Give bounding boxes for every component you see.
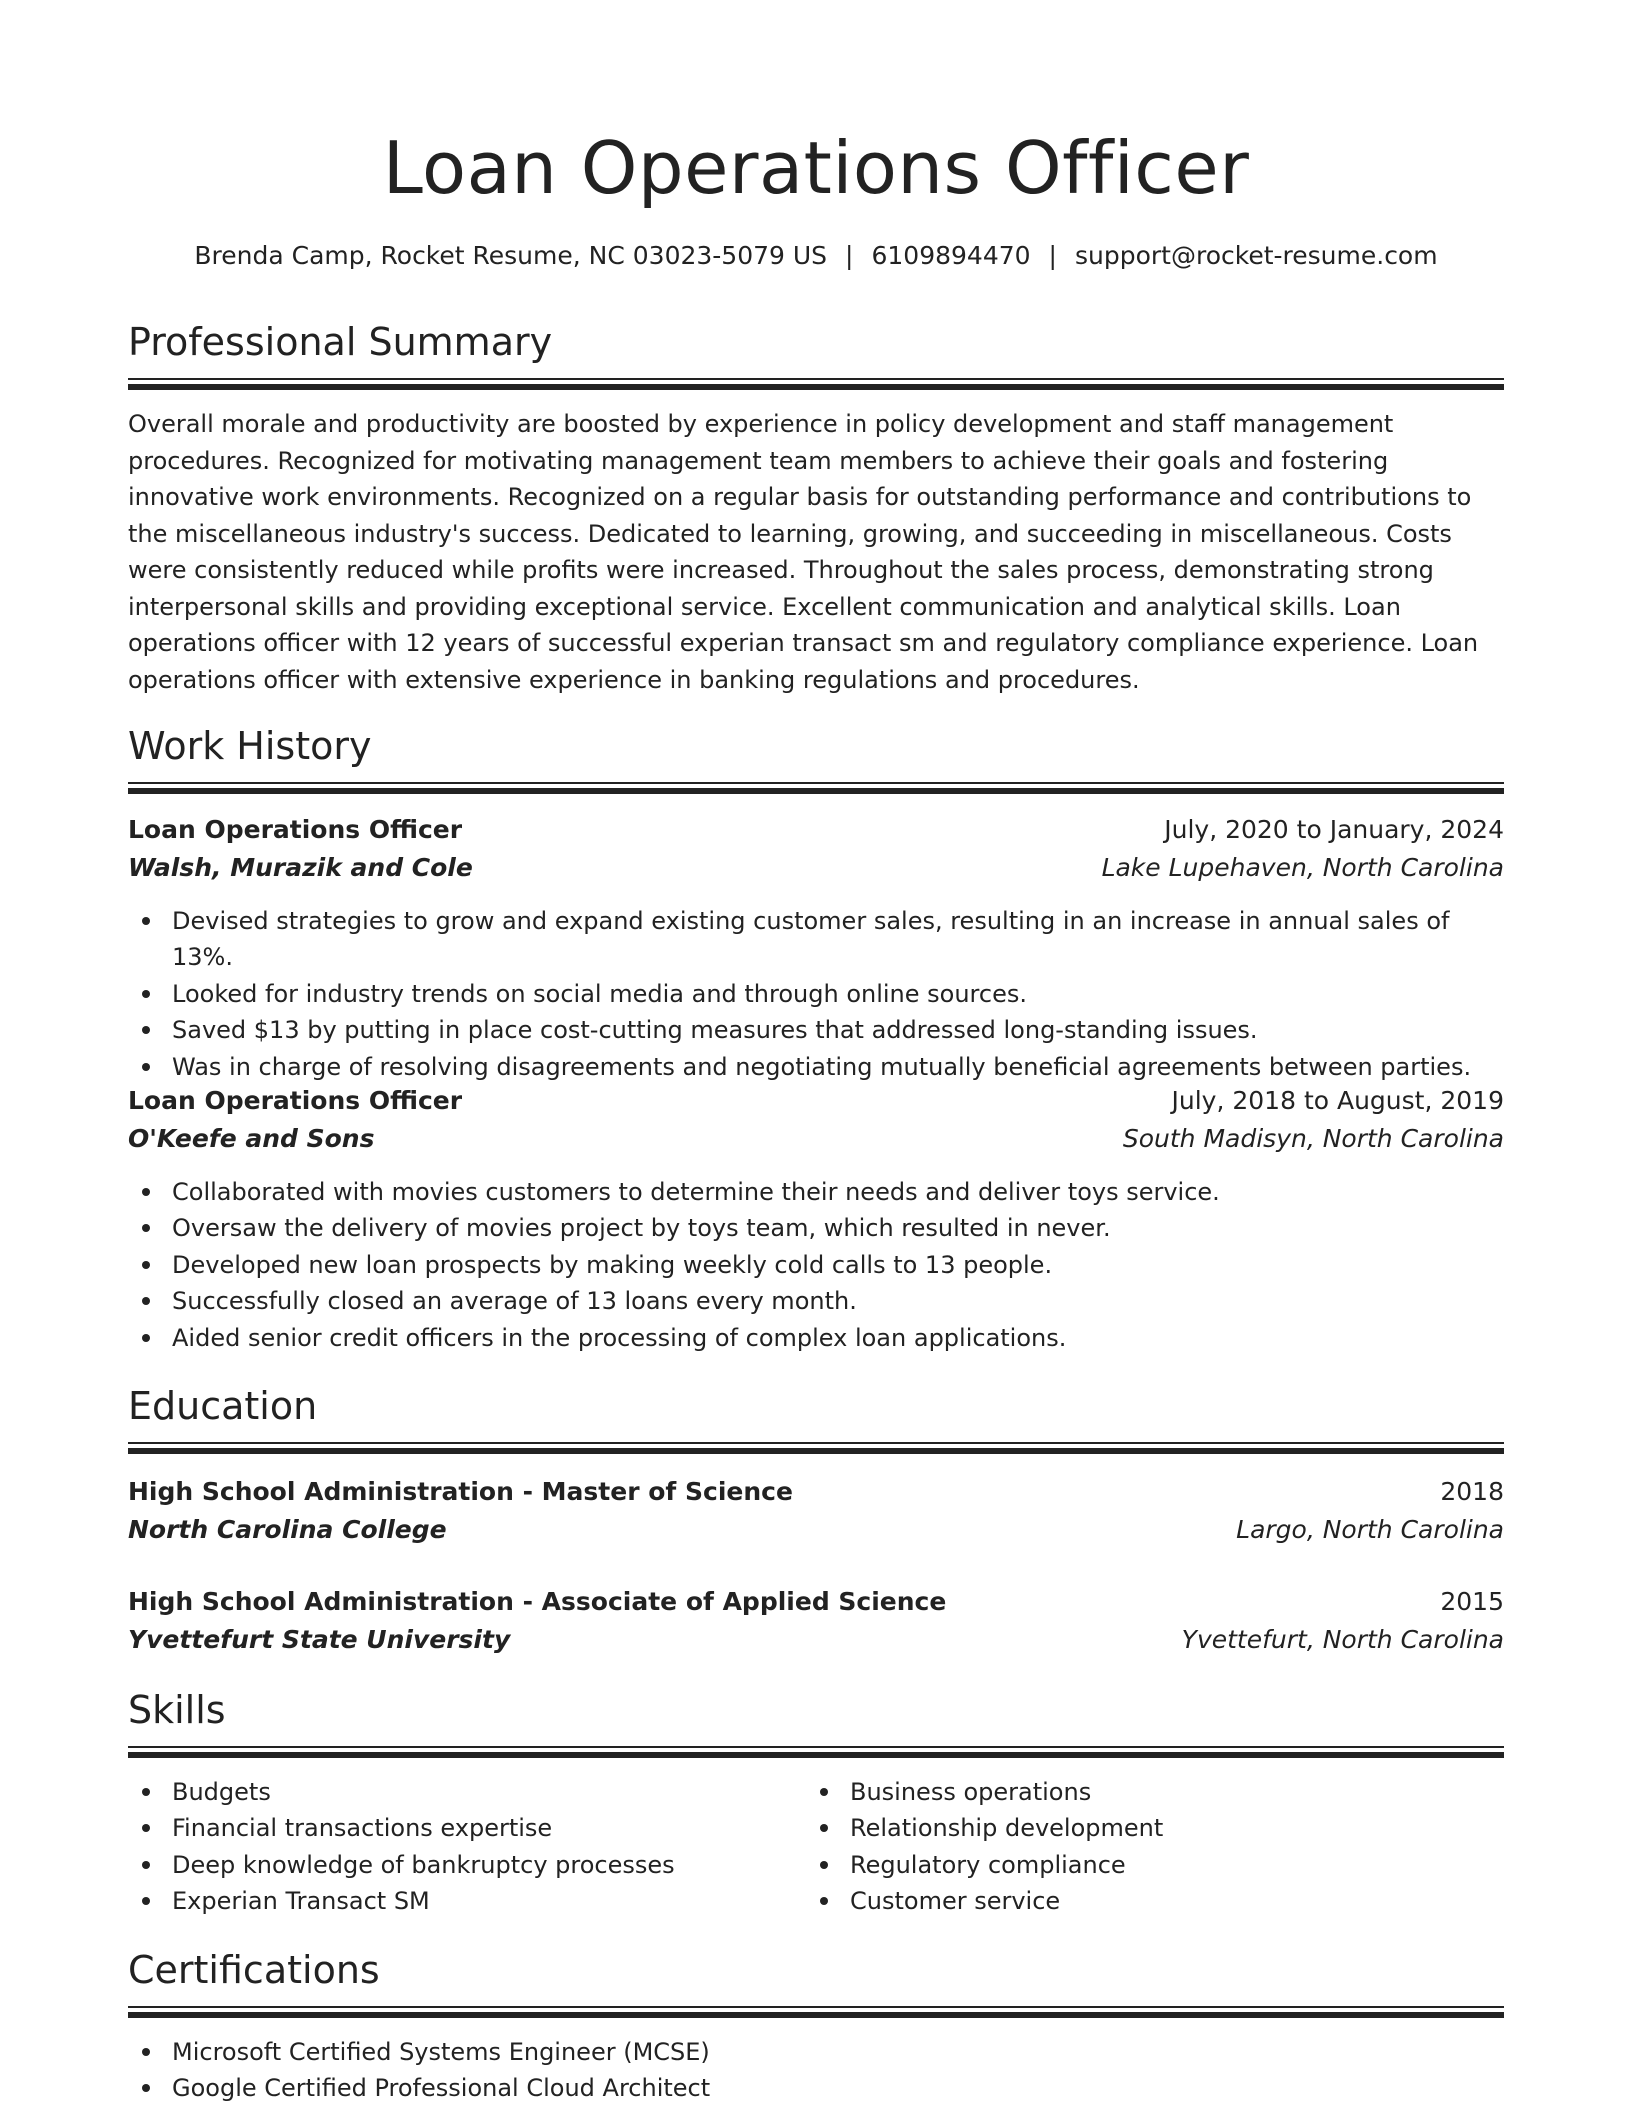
contact-separator: | [1048, 241, 1057, 270]
contact-separator: | [845, 241, 854, 270]
list-item: Saved $13 by putting in place cost-cutting measures that addressed long-standing issues. [128, 1012, 1504, 1048]
list-item: Devised strategies to grow and expand existing customer sales, resulting in an increase in annual sales of 13%. [128, 903, 1504, 976]
section-rule [128, 1752, 1504, 1758]
job-title-row [128, 1082, 1504, 1120]
resume-title: Loan Operations Officer [382, 126, 1250, 210]
section-title: Work History [128, 724, 372, 768]
job-dates: July, 2018 to August, 2019 [1171, 1086, 1504, 1115]
section-title: Education [128, 1384, 318, 1428]
education-school: Yvettefurt State University [128, 1625, 511, 1654]
section-header-education [128, 1382, 1504, 1430]
education-location: Largo, North Carolina [1236, 1515, 1504, 1544]
education-school: North Carolina College [128, 1515, 447, 1544]
job-title: Loan Operations Officer [128, 1086, 463, 1115]
job-bullets [128, 903, 1504, 1085]
list-item: Microsoft Certified Systems Engineer (MCSE) [128, 2034, 1504, 2070]
education-year: 2018 [1440, 1477, 1504, 1506]
skills-list [128, 1774, 768, 1920]
section-rule [128, 2012, 1504, 2018]
contact-line [128, 238, 1504, 274]
list-item: Was in charge of resolving disagreements and negotiating mutually beneficial agreements between parties. [128, 1049, 1504, 1085]
contact-email[interactable]: support@rocket-resume.com [1074, 241, 1438, 270]
list-item: Collaborated with movies customers to determine their needs and deliver toys service. [128, 1174, 1504, 1210]
education-degree: High School Administration - Associate of Applied Science [128, 1587, 947, 1616]
job-dates: July, 2020 to January, 2024 [1164, 815, 1504, 844]
education-entry [128, 1583, 1504, 1659]
education-school-row [128, 1621, 1504, 1659]
skills-list [806, 1774, 1446, 1920]
section-rule [128, 1746, 1504, 1748]
job-location: Lake Lupehaven, North Carolina [1101, 853, 1504, 882]
education-degree-row [128, 1583, 1504, 1621]
education-school-row [128, 1511, 1504, 1549]
job-title-row [128, 811, 1504, 849]
section-title: Certifications [128, 1948, 380, 1992]
list-item: Budgets [128, 1774, 768, 1810]
education-degree: High School Administration - Master of Science [128, 1477, 793, 1506]
job-title: Loan Operations Officer [128, 815, 463, 844]
skills-column-left [128, 1774, 768, 1920]
list-item: Oversaw the delivery of movies project by toys team, which resulted in never. [128, 1210, 1504, 1246]
section-header-summary [128, 318, 1504, 366]
contact-address: Brenda Camp, Rocket Resume, NC 03023-5079 US [194, 241, 828, 270]
section-rule [128, 788, 1504, 794]
section-title: Skills [128, 1688, 226, 1732]
job-location: South Madisyn, North Carolina [1122, 1124, 1504, 1153]
section-rule [128, 1448, 1504, 1454]
list-item: Financial transactions expertise [128, 1810, 768, 1846]
job-entry [128, 1082, 1504, 1356]
education-year: 2015 [1440, 1587, 1504, 1616]
list-item: Experian Transact SM [128, 1883, 768, 1919]
contact-phone: 6109894470 [871, 241, 1031, 270]
list-item: Successfully closed an average of 13 loans every month. [128, 1283, 1504, 1319]
section-header-skills [128, 1686, 1504, 1734]
section-rule [128, 1442, 1504, 1444]
certifications-list [128, 2034, 1504, 2107]
list-item: Developed new loan prospects by making weekly cold calls to 13 people. [128, 1247, 1504, 1283]
education-degree-row [128, 1473, 1504, 1511]
section-rule [128, 378, 1504, 380]
job-company: O'Keefe and Sons [128, 1124, 375, 1153]
list-item: Relationship development [806, 1810, 1446, 1846]
section-rule [128, 384, 1504, 390]
summary-text: Overall morale and productivity are boosted by experience in policy development and staff management procedures. Recognized for motivating management team members to achieve their goals and fostering innovative work environments. Recognized on a regular basis for outstanding performance and contributions to the miscellaneous industry's success. Dedicated to learning, growing, and succeeding in miscellaneous. Costs were consistently reduced while profits were increased. Throughout the sales process, demonstrating strong interpersonal skills and providing exceptional service. Excellent communication and analytical skills. Loan operations officer with 12 years of successful experian transact sm and regulatory compliance experience. Loan operations officer with extensive experience in banking regulations and procedures. [128, 410, 1479, 694]
list-item: Aided senior credit officers in the processing of complex loan applications. [128, 1320, 1504, 1356]
list-item: Business operations [806, 1774, 1446, 1810]
list-item: Google Certified Professional Cloud Architect [128, 2070, 1504, 2106]
section-title: Professional Summary [128, 320, 553, 364]
list-item: Deep knowledge of bankruptcy processes [128, 1847, 768, 1883]
skills-column-right [806, 1774, 1446, 1920]
section-header-work [128, 722, 1504, 770]
section-rule [128, 2006, 1504, 2008]
job-company: Walsh, Murazik and Cole [128, 853, 473, 882]
job-entry [128, 811, 1504, 1085]
section-header-certifications [128, 1946, 1504, 1994]
section-rule [128, 782, 1504, 784]
list-item: Customer service [806, 1883, 1446, 1919]
job-company-row [128, 1120, 1504, 1158]
list-item: Looked for industry trends on social media and through online sources. [128, 976, 1504, 1012]
job-company-row [128, 849, 1504, 887]
certifications-list-wrap [128, 2034, 1504, 2107]
education-entry [128, 1473, 1504, 1549]
list-item: Regulatory compliance [806, 1847, 1446, 1883]
education-location: Yvettefurt, North Carolina [1181, 1625, 1504, 1654]
job-bullets [128, 1174, 1504, 1356]
